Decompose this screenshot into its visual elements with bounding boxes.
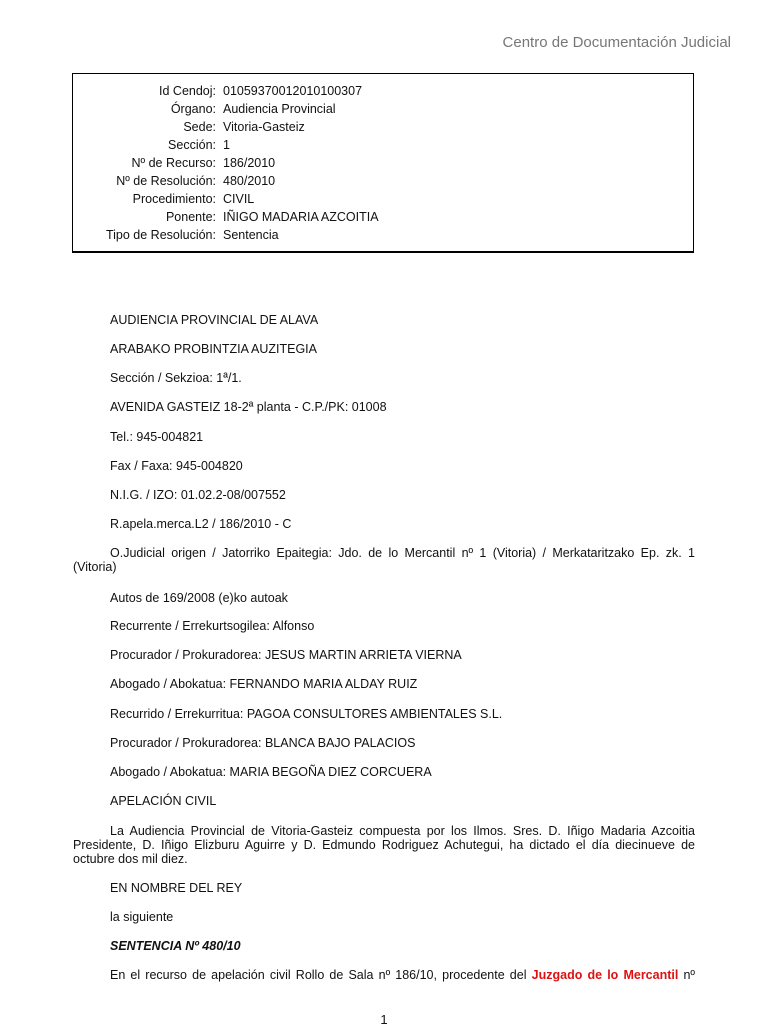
- origin-court-line: O.Judicial origen / Jatorriko Epaitegia: Jdo. de lo Mercantil nº 1 (Vitoria) / Merkataritzako Ep. zk. 1: [110, 546, 695, 560]
- metadata-label: Nº de Recurso:: [131, 156, 216, 170]
- metadata-row: [73, 154, 693, 172]
- metadata-row: [73, 136, 693, 154]
- appellant-lawyer-line: Abogado / Abokatua: FERNANDO MARIA ALDAY RUIZ: [110, 677, 418, 691]
- section-line: Sección / Sekzioa: 1ª/1.: [110, 371, 242, 385]
- sentence-title: SENTENCIA Nº 480/10: [110, 939, 241, 953]
- metadata-label: Tipo de Resolución:: [105, 228, 216, 242]
- appeal-paragraph-text: En el recurso de apelación civil Rollo de Sala nº 186/10, procedente del: [110, 968, 532, 982]
- court-composition-line: Presidente, D. Iñigo Elizburu Aguirre y D. Edmundo Rodriguez Achutegui, ha dictado el día diecinueve de: [73, 838, 695, 852]
- metadata-box: [72, 73, 694, 253]
- metadata-value: 1: [223, 138, 230, 152]
- document-source-title: Centro de Documentación Judicial: [502, 34, 731, 51]
- highlighted-court-link[interactable]: Juzgado de lo Mercantil: [531, 968, 679, 982]
- address-line: AVENIDA GASTEIZ 18-2ª planta - C.P./PK: 01008: [110, 400, 387, 414]
- court-name-basque: ARABAKO PROBINTZIA AUZITEGIA: [110, 342, 317, 356]
- nig-line: N.I.G. / IZO: 01.02.2-08/007552: [110, 488, 286, 502]
- respondent-line: Recurrido / Errekurritua: PAGOA CONSULTORES AMBIENTALES S.L.: [110, 707, 503, 721]
- metadata-label: Ponente:: [165, 210, 216, 224]
- respondent-lawyer-line: Abogado / Abokatua: MARIA BEGOÑA DIEZ CORCUERA: [110, 765, 432, 779]
- appellant-line: Recurrente / Errekurtsogilea: Alfonso: [110, 619, 315, 633]
- appeal-type-line: APELACIÓN CIVIL: [110, 794, 217, 808]
- appeal-paragraph-text-end: nº: [678, 968, 696, 982]
- metadata-label: Id Cendoj:: [159, 84, 216, 98]
- following-line: la siguiente: [110, 910, 174, 924]
- appeal-reference: R.apela.merca.L2 / 186/2010 - C: [110, 517, 292, 531]
- metadata-row: [73, 208, 693, 226]
- metadata-row: [73, 118, 693, 136]
- metadata-value: Sentencia: [223, 228, 279, 242]
- appeal-paragraph-line: [73, 968, 695, 982]
- metadata-value: Vitoria-Gasteiz: [223, 120, 305, 134]
- metadata-value: 01059370012010100307: [223, 84, 363, 98]
- metadata-value: IÑIGO MADARIA AZCOITIA: [223, 210, 379, 224]
- metadata-label: Órgano:: [170, 102, 216, 116]
- metadata-row: [73, 190, 693, 208]
- metadata-row: [73, 100, 693, 118]
- metadata-label: Sede:: [183, 120, 216, 134]
- court-composition-line: La Audiencia Provincial de Vitoria-Gasteiz compuesta por los Ilmos. Sres. D. Iñigo Madaria Azcoitia: [110, 824, 695, 838]
- origin-court-line-continued: (Vitoria): [73, 560, 117, 574]
- metadata-row: [73, 172, 693, 190]
- respondent-attorney-line: Procurador / Prokuradorea: BLANCA BAJO PALACIOS: [110, 736, 416, 750]
- metadata-row: [73, 226, 693, 244]
- fax-line: Fax / Faxa: 945-004820: [110, 459, 243, 473]
- metadata-label: Nº de Resolución:: [116, 174, 216, 188]
- metadata-label: Procedimiento:: [132, 192, 216, 206]
- court-composition-line: octubre dos mil diez.: [73, 852, 188, 866]
- metadata-label: Sección:: [168, 138, 216, 152]
- metadata-value: Audiencia Provincial: [223, 102, 336, 116]
- telephone-line: Tel.: 945-004821: [110, 430, 204, 444]
- in-the-name-line: EN NOMBRE DEL REY: [110, 881, 243, 895]
- metadata-value: 186/2010: [223, 156, 276, 170]
- metadata-row: [73, 82, 693, 100]
- appellant-attorney-line: Procurador / Prokuradorea: JESUS MARTIN ARRIETA VIERNA: [110, 648, 462, 662]
- metadata-value: 480/2010: [223, 174, 276, 188]
- case-file-line: Autos de 169/2008 (e)ko autoak: [110, 591, 288, 605]
- court-name: AUDIENCIA PROVINCIAL DE ALAVA: [110, 313, 319, 327]
- metadata-value: CIVIL: [223, 192, 255, 206]
- page-number: 1: [380, 1012, 388, 1027]
